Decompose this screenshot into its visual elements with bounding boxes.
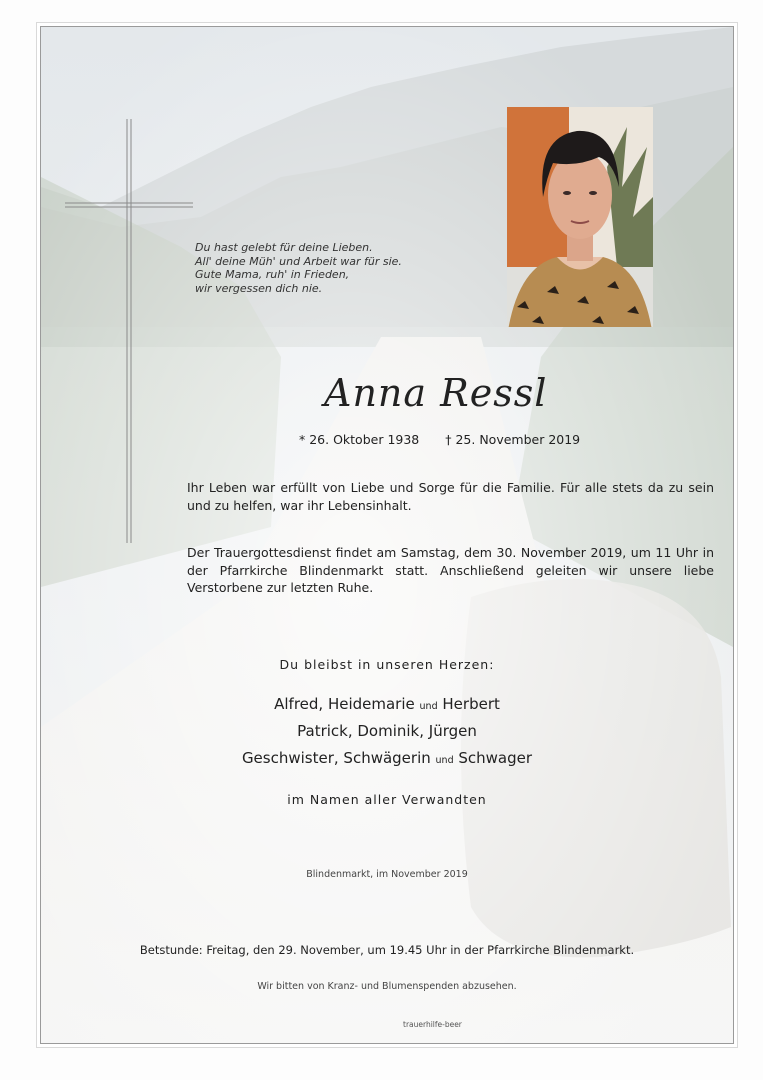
- prayer-hour: Betstunde: Freitag, den 29. November, um 19.45 Uhr in der Pfarrkirche Blindenmarkt.: [139, 943, 635, 957]
- place-date: Blindenmarkt, im November 2019: [306, 869, 468, 880]
- mourners-intro: Du bleibst in unseren Herzen:: [279, 657, 495, 672]
- donation-note: Wir bitten von Kranz- und Blumenspenden abzusehen.: [257, 981, 517, 992]
- funeral-paragraph: Der Trauergottesdienst findet am Samstag, dem 30. November 2019, um 11 Uhr in der Pfarrkirche Blindenmarkt statt. Anschließend geleiten wir unsere liebe Verstorbene zur letzten Ruhe.: [187, 545, 714, 595]
- cross-ornament: [41, 27, 211, 557]
- parte-card: [40, 26, 734, 1044]
- portrait-photo: [507, 107, 653, 327]
- mourners-line-1: [41, 695, 733, 713]
- mourner-names: Alfred, Heidemarie: [274, 695, 415, 713]
- mourner-names: Herbert: [442, 695, 500, 713]
- verse-line: wir vergessen dich nie.: [195, 281, 323, 295]
- mourners-line-2: Patrick, Dominik, Jürgen: [297, 722, 477, 740]
- mourner-names: Schwager: [458, 749, 533, 767]
- mourners-line-3: [41, 749, 733, 767]
- verse-line: Du hast gelebt für deine Lieben.: [195, 241, 373, 254]
- verse-line: All' deine Müh' und Arbeit war für sie.: [195, 254, 402, 268]
- verse-line: Gute Mama, ruh' in Frieden,: [195, 268, 350, 281]
- birth-date: * 26. Oktober 1938: [299, 432, 420, 447]
- verse: [195, 241, 415, 295]
- life-paragraph: Ihr Leben war erfüllt von Liebe und Sorge für die Familie. Für alle stets da zu sein und zu helfen, war ihr Lebensinhalt.: [187, 480, 714, 513]
- life-dates: [299, 432, 602, 447]
- conjunction: und: [435, 755, 454, 766]
- conjunction: und: [419, 701, 438, 712]
- relatives-line: im Namen aller Verwandten: [287, 792, 487, 807]
- mourner-names: Geschwister, Schwägerin: [241, 749, 431, 767]
- credit-text: trauerhilfe-beer: [403, 1020, 462, 1029]
- deceased-name: Anna Ressl: [324, 371, 548, 415]
- death-date: † 25. November 2019: [445, 432, 581, 447]
